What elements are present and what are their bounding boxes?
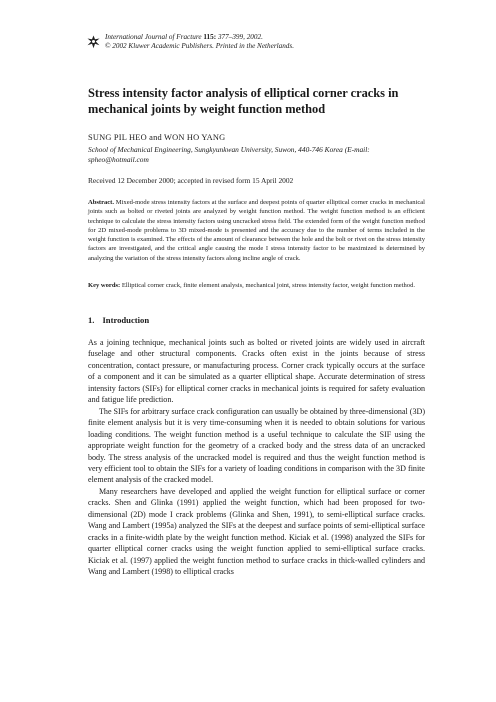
- received-dates: Received 12 December 2000; accepted in revised form 15 April 2002: [88, 176, 294, 185]
- copyright-line: © 2002 Kluwer Academic Publishers. Printed in the Netherlands.: [105, 42, 294, 50]
- journal-citation-line: [88, 33, 448, 42]
- abstract-label: Abstract.: [88, 199, 114, 206]
- keywords-text: Elliptical corner crack, finite element analysis, mechanical joint, stress intensity factor, weight function method.: [121, 282, 415, 289]
- journal-pages: 377–399, 2002.: [217, 33, 263, 41]
- abstract: [88, 198, 425, 263]
- keywords: [88, 281, 425, 290]
- section-heading: [88, 315, 157, 325]
- journal-name: International Journal of Fracture: [105, 33, 202, 41]
- journal-volume: 115:: [203, 33, 217, 41]
- keywords-label: Key words:: [88, 282, 121, 289]
- author-affiliation: School of Mechanical Engineering, Sungkyunkwan University, Suwon, 440-746 Korea (E-mail: spheo@hotmail.com: [88, 145, 370, 164]
- journal-header: [88, 33, 448, 51]
- section-number: 1.: [88, 315, 95, 325]
- section-body: [88, 337, 425, 578]
- section-title: Introduction: [102, 315, 150, 325]
- paragraph: The SIFs for arbitrary surface crack configuration can usually be obtained by three-dimensional (3D) finite element analysis but it is very time-consuming when it is needed to obtain solutions for various loading conditions. The weight function method is a useful technique to calculate the SIF using the appropriate weight function for the geometry of a cracked body and the stress data of an uncracked body. The stress analysis of the uncracked model is required and thus the weight function method is very efficient tool to obtain the SIFs for a variety of loading conditions in comparison with the 3D finite element analysis of the cracked model.: [88, 406, 425, 485]
- abstract-text: Mixed-mode stress intensity factors at the surface and deepest points of quarter elliptical corner cracks in mechanical joints such as bolted or riveted joints are analyzed by weight function method. The weight function method is an efficient technique to calculate the stress intensity factors using uncracked stress field. The extended form of the weight function method for 2D mixed-mode problems to 3D mixed-mode is presented and the accuracy due to the number of terms included in the weight function is examined. The effects of the amount of clearance between the hole and the bolt or rivet on the stress intensity factors are investigated, and the critical angle causing the mode I stress intensity factor to be maximized is determined by analyzing the variation of the stress intensity factors along incline angle of crack.: [88, 199, 425, 262]
- paragraph: Many researchers have developed and applied the weight function for elliptical surface or corner cracks. Shen and Glinka (1991) applied the weight function, which had been proposed for two-dimensional (2D) mode I crack problems (Glinka and Shen, 1991), to semi-elliptical surface cracks. Wang and Lambert (1995a) analyzed the SIFs at the deepest and surface points of semi-elliptical surface cracks in a finite-width plate by the weight function method. Kiciak et al. (1998) analyzed the SIFs for quarter elliptical corner cracks using the weight function applied to semi-elliptical surface cracks. Kiciak et al. (1997) applied the weight function method to surface cracks in thick-walled cylinders and Wang and Lambert (1998) to elliptical cracks: [88, 486, 425, 577]
- paper-authors: SUNG PIL HEO and WON HO YANG: [88, 133, 226, 142]
- paper-title: Stress intensity factor analysis of elliptical corner cracks in mechanical joints by weight function method: [88, 86, 399, 116]
- paragraph: As a joining technique, mechanical joints such as bolted or riveted joints are widely used in aircraft fuselage and other structural components. Cracks often exist in the joints because of stress concentration, contact pressure, or manufacturing process. Corner crack typically occurs at the surface of a component and it can be simulated as a quarter elliptical shape. Accurate determination of stress intensity factors (SIFs) for elliptical corner cracks in mechanical joints is required for safety evaluation and fatigue life prediction.: [88, 338, 425, 405]
